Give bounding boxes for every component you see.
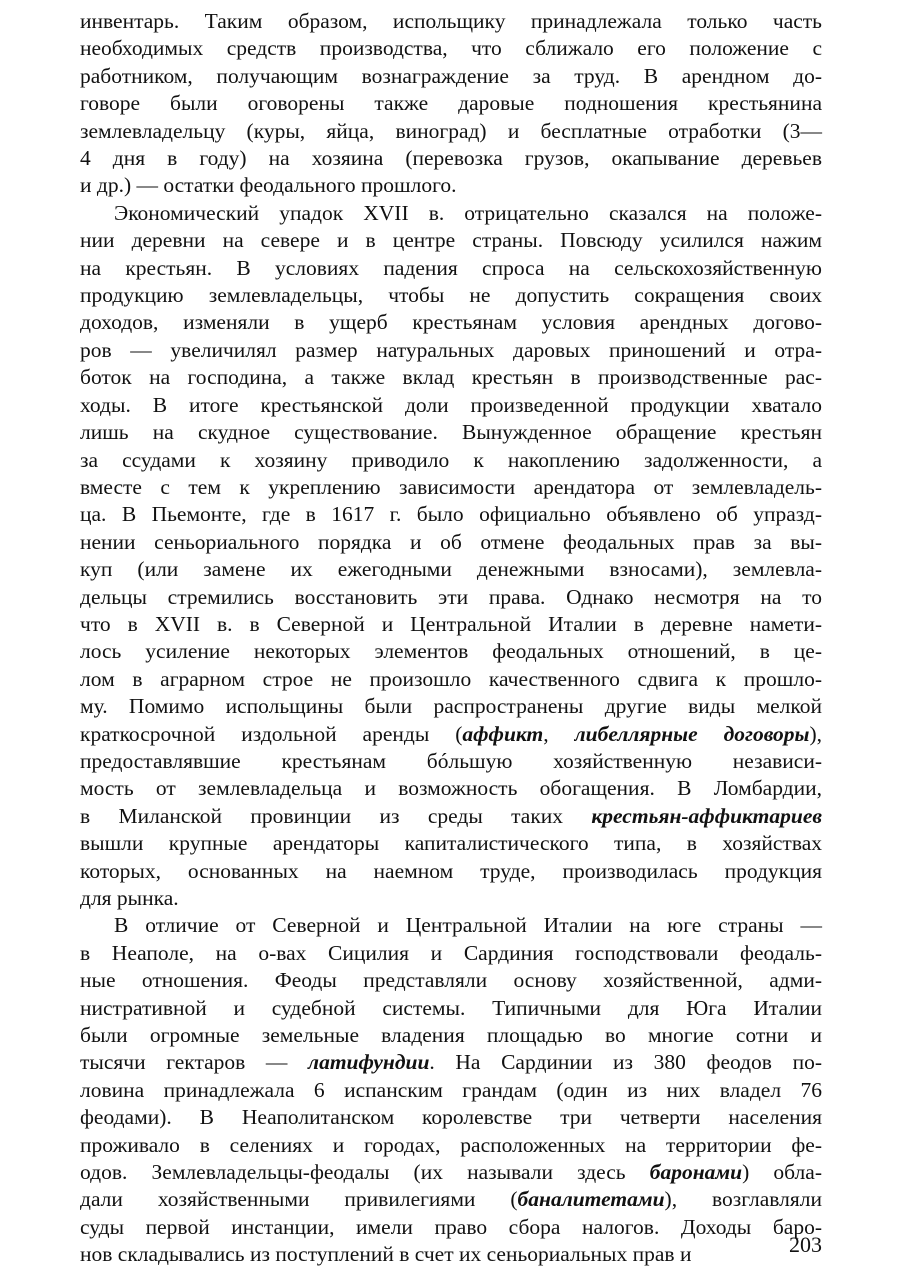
- text-run: куп (или замене их ежегодными денежными взносами), землевла-: [80, 557, 822, 582]
- text-line: [80, 611, 822, 638]
- text-run: вышли крупные арендаторы капиталистического типа, в хозяйствах: [80, 831, 822, 856]
- text-run: проживало в селениях и городах, расположенных на территории фе-: [80, 1132, 822, 1157]
- text-line: [80, 1022, 822, 1049]
- text-run: мость от землевладельца и возможность обогащения. В Ломбардии,: [80, 776, 822, 801]
- text-line: [80, 1049, 822, 1076]
- text-run: нов складывались из поступлений в счет их сеньориальных прав и: [80, 1242, 692, 1267]
- text-run: нении сеньориального порядка и об отмене феодальных прав за вы-: [80, 529, 822, 554]
- text-run: ,: [543, 721, 575, 746]
- text-run: . На Сардинии из 380 феодов по-: [429, 1050, 822, 1075]
- text-run: лось усиление некоторых элементов феодальных отношений, в це-: [80, 639, 822, 664]
- text-run: тысячи гектаров —: [80, 1050, 309, 1075]
- text-line: [80, 721, 822, 748]
- text-run: и др.) — остатки феодального прошлого.: [80, 173, 457, 198]
- text-line: [80, 775, 822, 802]
- text-line: [80, 227, 822, 254]
- text-line: [80, 337, 822, 364]
- text-line: [80, 1104, 822, 1131]
- text-run: на крестьян. В условиях падения спроса на сельскохозяйственную: [80, 255, 822, 280]
- text-line: [80, 200, 822, 227]
- text-line: [80, 995, 822, 1022]
- text-line: [80, 885, 822, 912]
- text-line: [80, 830, 822, 857]
- text-run: нии деревни на севере и в центре страны. Повсюду усилился нажим: [80, 228, 822, 253]
- text-run: ров — увеличилял размер натуральных даровых приношений и отра-: [80, 337, 822, 362]
- text-line: [80, 1077, 822, 1104]
- emphasized-term: баронами: [649, 1160, 743, 1185]
- text-run: были огромные земельные владения площадью во многие сотни и: [80, 1023, 822, 1048]
- emphasized-term: либеллярные договоры: [574, 721, 810, 746]
- text-line: [80, 392, 822, 419]
- text-line: [80, 556, 822, 583]
- text-line: [80, 1214, 822, 1241]
- text-line: [80, 172, 822, 199]
- text-line: [80, 1186, 822, 1213]
- text-line: [80, 90, 822, 117]
- text-run: ) обла-: [742, 1160, 822, 1185]
- text-line: [80, 8, 822, 35]
- body-paragraph: [80, 8, 822, 200]
- text-line: [80, 693, 822, 720]
- text-line: [80, 584, 822, 611]
- text-line: [80, 447, 822, 474]
- text-run: ),: [809, 721, 822, 746]
- text-run: говоре были оговорены также даровые подношения крестьянина: [80, 91, 822, 116]
- text-run: боток на господина, а также вклад крестьян в производственные рас-: [80, 365, 822, 390]
- text-run: ца. В Пьемонте, где в 1617 г. было официально объявлено об упразд-: [80, 502, 822, 527]
- text-line: [80, 419, 822, 446]
- emphasized-term: аффикт: [462, 721, 544, 746]
- text-run: дельцы стремились восстановить эти права. Однако несмотря на то: [80, 584, 822, 609]
- text-run: необходимых средств производства, что сближало его положение с: [80, 36, 822, 61]
- text-run: му. Помимо испольщины были распространены другие виды мелкой: [80, 694, 822, 719]
- text-run: ходы. В итоге крестьянской доли произведенной продукции хватало: [80, 392, 822, 417]
- text-run: предоставлявшие крестьянам бóльшую хозяйственную независи-: [80, 748, 822, 773]
- emphasized-term: крестьян-аффиктариев: [591, 803, 822, 828]
- text-run: вместе с тем к укреплению зависимости арендатора от землевладель-: [80, 474, 822, 499]
- text-run: продукцию землевладельцы, чтобы не допустить сокращения своих: [80, 283, 822, 308]
- emphasized-term: баналитетами: [517, 1187, 665, 1212]
- text-run: за ссудами к хозяину приводило к накоплению задолженности, а: [80, 447, 822, 472]
- text-run: доходов, изменяли в ущерб крестьянам условия арендных догово-: [80, 310, 822, 335]
- text-line: [80, 282, 822, 309]
- body-paragraph: [80, 200, 822, 913]
- text-line: [80, 638, 822, 665]
- text-run: нистративной и судебной системы. Типичными для Юга Италии: [80, 995, 822, 1020]
- text-line: [80, 912, 822, 939]
- emphasized-term: латифундии: [308, 1050, 430, 1075]
- text-line: [80, 501, 822, 528]
- text-run: 4 дня в году) на хозяина (перевозка грузов, окапывание деревьев: [80, 146, 822, 171]
- page-number: 203: [789, 1232, 822, 1257]
- text-run: феодами). В Неаполитанском королевстве три четверти населения: [80, 1105, 822, 1130]
- text-line: [80, 1159, 822, 1186]
- text-run: суды первой инстанции, имели право сбора налогов. Доходы баро-: [80, 1214, 822, 1239]
- text-line: [80, 309, 822, 336]
- text-run: лишь на скудное существование. Вынужденное обращение крестьян: [80, 420, 822, 445]
- text-run: В отличие от Северной и Центральной Италии на юге страны —: [114, 913, 822, 938]
- text-run: в Миланской провинции из среды таких: [80, 803, 592, 828]
- text-run: одов. Землевладельцы-феодалы (их называли здесь: [80, 1160, 650, 1185]
- text-run: ные отношения. Феоды представляли основу хозяйственной, адми-: [80, 968, 822, 993]
- text-line: [80, 255, 822, 282]
- text-line: [80, 967, 822, 994]
- page-body: [80, 8, 822, 1269]
- text-run: которых, основанных на наемном труде, производилась продукция: [80, 858, 822, 883]
- text-line: [80, 858, 822, 885]
- text-run: в Неаполе, на о-вах Сицилия и Сардиния господствовали феодаль-: [80, 940, 822, 965]
- body-paragraph: [80, 912, 822, 1268]
- text-line: [80, 364, 822, 391]
- text-line: [80, 529, 822, 556]
- text-line: [80, 35, 822, 62]
- text-run: краткосрочной издольной аренды (: [80, 721, 463, 746]
- text-run: ловина принадлежала 6 испанским грандам (один из них владел 76: [80, 1077, 822, 1102]
- text-run: работником, получающим вознаграждение за труд. В арендном до-: [80, 63, 822, 88]
- text-run: лом в аграрном строе не произошло качественного сдвига к прошло-: [80, 666, 822, 691]
- text-line: [80, 666, 822, 693]
- text-line: [80, 145, 822, 172]
- text-line: [80, 63, 822, 90]
- text-line: [80, 940, 822, 967]
- text-run: что в XVII в. в Северной и Центральной Италии в деревне намети-: [80, 611, 822, 636]
- text-run: Экономический упадок XVII в. отрицательно сказался на положе-: [114, 200, 822, 225]
- text-run: ), возглавляли: [664, 1187, 822, 1212]
- text-run: дали хозяйственными привилегиями (: [80, 1187, 518, 1212]
- text-run: для рынка.: [80, 886, 179, 910]
- text-line: [80, 803, 822, 830]
- text-run: инвентарь. Таким образом, испольщику принадлежала только часть: [80, 9, 822, 33]
- text-line: [80, 118, 822, 145]
- text-line: [80, 474, 822, 501]
- text-line: [80, 1132, 822, 1159]
- text-run: землевладельцу (куры, яйца, виноград) и бесплатные отработки (3—: [80, 118, 822, 143]
- text-line: [80, 1241, 822, 1268]
- text-line: [80, 748, 822, 775]
